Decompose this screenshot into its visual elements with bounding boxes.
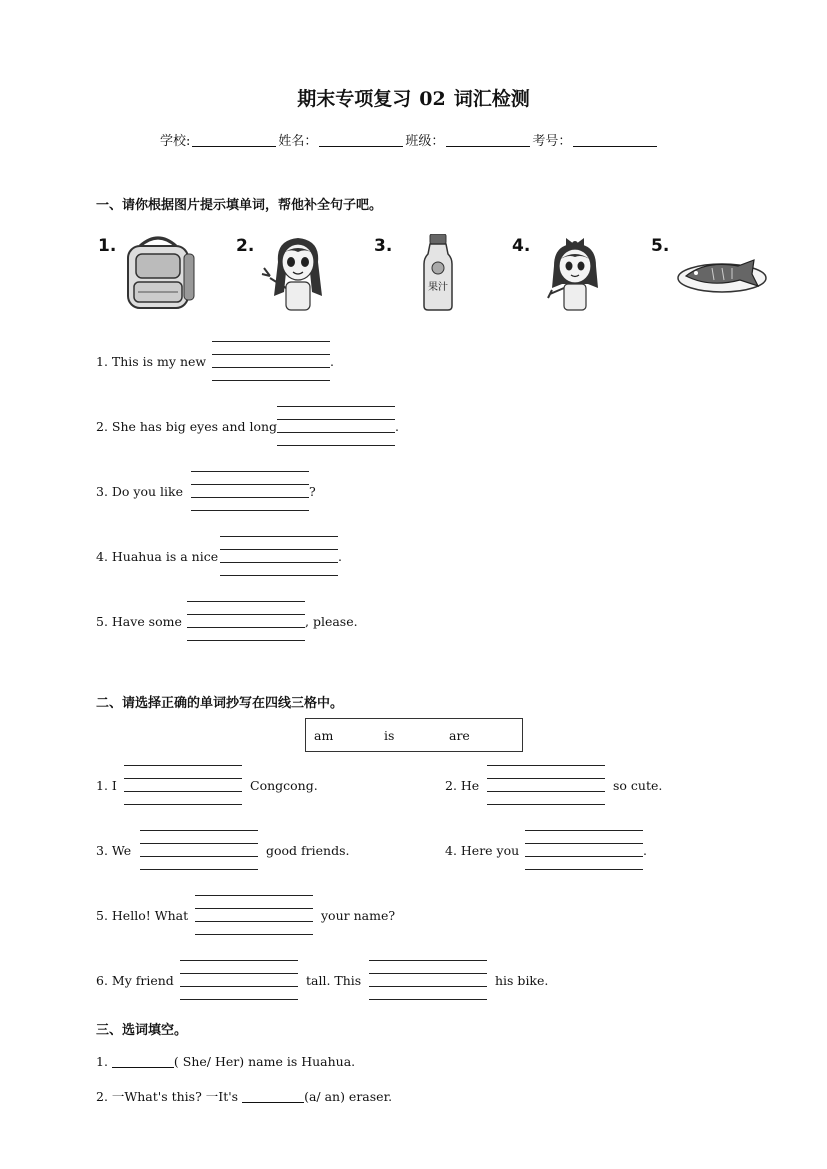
four-line-grid[interactable]: [124, 765, 242, 805]
question-1-3: [96, 484, 183, 499]
picture-number: 1.: [98, 236, 117, 256]
question-end: your name?: [321, 908, 396, 923]
title-text: 期末专项复习: [297, 88, 412, 110]
question-text: 5. Have some: [96, 614, 182, 629]
four-line-grid[interactable]: [525, 830, 643, 870]
question-end: , please.: [305, 614, 358, 629]
four-line-grid[interactable]: [180, 960, 298, 1000]
question-text: 4. Huahua is a nice: [96, 549, 219, 564]
page-title: [0, 84, 827, 111]
four-line-grid[interactable]: [187, 601, 305, 641]
question-3-2: [96, 1087, 392, 1105]
question-text: 3. Do you like: [96, 484, 183, 499]
four-line-grid[interactable]: [487, 765, 605, 805]
name-blank[interactable]: [319, 134, 403, 147]
question-3-1: [96, 1054, 355, 1069]
question-text: (a/ an) eraser.: [304, 1089, 393, 1104]
section2-heading: 二、请选择正确的单词抄写在四线三格中。: [96, 696, 344, 711]
number-blank[interactable]: [573, 134, 657, 147]
question-text: 1.: [96, 1054, 108, 1069]
word-option: am: [314, 728, 334, 743]
four-line-grid[interactable]: [212, 341, 330, 381]
answer-blank[interactable]: [112, 1055, 174, 1068]
four-line-grid[interactable]: [277, 406, 395, 446]
four-line-grid[interactable]: [191, 471, 309, 511]
school-blank[interactable]: [192, 134, 276, 147]
question-2-6: 6. My friend: [96, 973, 174, 988]
question-text: ( She/ Her) name is Huahua.: [173, 1054, 356, 1069]
answer-blank[interactable]: [242, 1090, 304, 1103]
four-line-grid[interactable]: [220, 536, 338, 576]
question-1-5: [96, 614, 182, 629]
section1-heading: 一、请你根据图片提示填单词，帮他补全句子吧。: [96, 198, 383, 213]
fish-plate-icon: [676, 252, 768, 296]
question-text: 2. 一What's this? 一It's: [96, 1089, 239, 1104]
section3-heading: 三、选词填空。: [96, 1023, 188, 1038]
question-text: 1. This is my new: [96, 354, 207, 369]
question-2-5: 5. Hello! What: [96, 908, 189, 923]
picture-number: 2.: [236, 236, 255, 256]
class-label: 班级：: [405, 134, 445, 149]
question-end: good friends.: [266, 843, 350, 858]
question-1-4: [96, 549, 218, 564]
question-text: 2. She has big eyes and long: [96, 419, 278, 434]
name-label: 姓名：: [278, 134, 318, 149]
question-2-3: 3. We: [96, 843, 132, 858]
bottle-label: 果汁: [428, 282, 448, 293]
four-line-grid[interactable]: [195, 895, 313, 935]
school-label: 学校:: [160, 134, 191, 149]
question-end: .: [643, 843, 647, 858]
number-label: 考号：: [532, 134, 572, 149]
title-number: 02: [419, 88, 446, 110]
question-2-4: 4. Here you: [445, 843, 520, 858]
word-bank-box: [305, 718, 523, 752]
question-2-2: 2. He: [445, 778, 480, 793]
question-end: his bike.: [495, 973, 549, 988]
question-end: Congcong.: [250, 778, 318, 793]
word-option: are: [449, 728, 470, 743]
schoolbag-icon: [118, 234, 198, 312]
question-end: ?: [309, 484, 316, 499]
picture-number: 5.: [651, 236, 670, 256]
picture-number: 3.: [374, 236, 393, 256]
girl-long-hair-icon: [258, 232, 338, 312]
student-info-line: [160, 130, 659, 149]
title-subject: 词汇检测: [453, 88, 530, 110]
four-line-grid[interactable]: [140, 830, 258, 870]
picture-number: 4.: [512, 236, 531, 256]
class-blank[interactable]: [446, 134, 530, 147]
word-option: is: [384, 728, 395, 743]
question-1-1: [96, 354, 206, 369]
four-line-grid[interactable]: [369, 960, 487, 1000]
question-middle: tall. This: [306, 973, 362, 988]
question-end: so cute.: [613, 778, 663, 793]
question-end: .: [395, 419, 399, 434]
question-1-2: [96, 419, 277, 434]
juice-bottle-icon: [420, 234, 456, 312]
question-end: .: [330, 354, 334, 369]
question-2-1: 1. I: [96, 778, 117, 793]
question-end: .: [338, 549, 342, 564]
girl-bow-icon: [540, 232, 610, 312]
